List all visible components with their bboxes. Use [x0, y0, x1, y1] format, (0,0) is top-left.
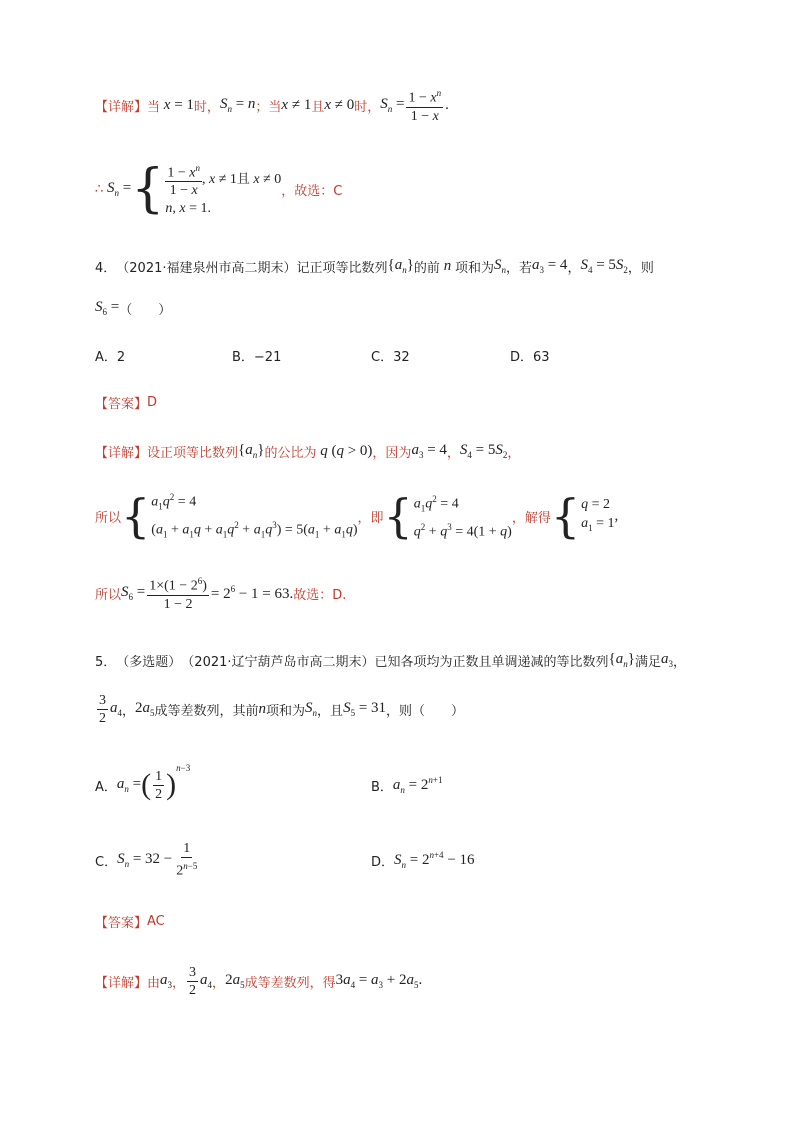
q4-stem-line-2	[95, 296, 171, 320]
math-s4: $S_4 = 5S_2$	[580, 257, 628, 275]
math-seq-an: $\{a_n\}$	[387, 257, 414, 275]
text: 且	[311, 99, 325, 115]
question-source: （2021·福建泉州市高二期末）	[116, 260, 297, 276]
text: ，	[507, 445, 521, 461]
math-x-neq-0: x ≠ 0	[324, 96, 355, 113]
q5-stem-line-1: 5． （多选题） （2021·辽宁葫芦岛市高二期末） 已知各项均为正数且单调递减的等比数列 $\{a_n\}$ 满足 $a_3$ ，	[95, 651, 686, 670]
text: ，	[672, 654, 686, 670]
text: 时，	[354, 99, 381, 115]
question-source: （2021·辽宁葫芦岛市高二期末）	[181, 654, 375, 670]
piecewise-system: $\frac{1 - x^n}{1 - x}$ , x ≠ 1且 x ≠ 0 n, x = 1.	[165, 160, 281, 219]
math-sn: $S_n$	[493, 257, 506, 275]
text: ；当	[255, 99, 282, 115]
q4-option-d[interactable]: D．63	[510, 350, 550, 365]
math-x-eq-1: x = 1	[163, 96, 194, 113]
answer-value: D	[147, 394, 158, 410]
fraction: $\frac{1\times(1 - 2^6)}{1 - 2}$	[147, 573, 209, 613]
text: ，且	[317, 703, 344, 719]
text: （ ）	[119, 302, 172, 318]
answer-label: 【答案】	[95, 396, 148, 412]
text: 项和为	[454, 260, 494, 276]
q4-stem-line-1: 4． （2021·福建泉州市高二期末） 记正项等比数列 $\{a_n\}$ 的前 n 项和为 $S_n$ ，若 $a_3 = 4$ ， $S_4 = 5S_2$ ，则	[95, 257, 654, 276]
math-s6: $S_6$ =	[95, 299, 120, 317]
q5-option-b[interactable]: B． $a_n = 2^{n+1}$	[371, 775, 443, 795]
math-a3: $a_3 = 4$	[531, 257, 568, 275]
q4-detail-line-3: 所以 $S_6$ = $\frac{1\times(1 - 2^6)}{1 - 2}$ = $2^6 - 1 = 63$. 故选：D.	[95, 568, 346, 618]
q5-option-d[interactable]: D． $S_n = 2^{n+4} - 16$	[371, 850, 475, 870]
system-3: q = 2 $a_1 = 1$	[581, 496, 615, 533]
question-number: 5．	[95, 654, 117, 670]
text: ，若	[505, 260, 532, 276]
q5-option-a[interactable]: A． $a_n$ = ( $\frac{1}{2}$ ) n−3	[95, 763, 191, 802]
answer-label: 【答案】	[95, 915, 148, 931]
text: 成等差数列，得	[244, 975, 336, 991]
text: ，则（ ）	[386, 703, 465, 719]
q4-answer-line	[95, 392, 157, 412]
text: ，	[172, 975, 186, 991]
q5-stem-line-2: $\frac{3}{2}$ $a_4$ ， $2a_5$ 成等差数列，其前 n 项和为 $S_n$ ，且 $S_5 = 31$ ，则（ ）	[99, 692, 465, 726]
text: 成等差数列，其前	[154, 703, 259, 719]
text: ，故选：C	[281, 183, 343, 199]
text: 所以	[95, 587, 122, 603]
text: ，	[122, 703, 136, 719]
text: ，即	[357, 510, 384, 526]
text: 所以	[95, 510, 122, 526]
text: 时，	[193, 99, 220, 115]
text: 设正项等比数列	[147, 445, 239, 461]
q4-detail-line-2: 所以 { $a_1q^2 = 4$ $(a_1 + a_1q + a_1q^2 + a_1q^3) = 5(a_1 + a_1q)$ ，即 { $a_1q^2 = 4$ $q^2 + q^3 = 4(1 + q)$ ，解得 { q = 2 $a_1 = 1$ ,	[95, 489, 619, 543]
q4-detail-line-1: 【详解】 设正项等比数列 $\{a_n\}$ 的公比为 q (q > 0) ，因为 $a_3 = 4$ ， $S_4 = 5S_2$ ，	[95, 442, 521, 461]
system-1: $a_1q^2 = 4$ $(a_1 + a_1q + a_1q^2 + a_1q^3) = 5(a_1 + a_1q)$	[151, 491, 358, 540]
text: ，	[212, 975, 226, 991]
text: 满足	[634, 654, 661, 670]
text: ，	[446, 445, 460, 461]
text: 已知各项均为正数且单调递减的等比数列	[374, 654, 609, 670]
q4-option-b[interactable]: B．−21	[232, 350, 282, 365]
text: 记正项等比数列	[296, 260, 388, 276]
text: ，则	[627, 260, 654, 276]
text: ，	[567, 260, 581, 276]
text: 由	[147, 975, 161, 991]
question-number: 4．	[95, 260, 117, 276]
text: ，因为	[372, 445, 412, 461]
math-sn: $S_n$ =	[107, 180, 132, 198]
q5-detail-line-1: 【详解】 由 $a_3$ ， $\frac{3}{2}$ $a_4$ ， $2a_5$ 成等差数列，得 $3a_4 = a_3 + 2a_5$.	[95, 964, 423, 998]
math-sn-eq-n: $S_n = n$	[219, 96, 256, 114]
q4-option-a[interactable]: A．2	[95, 350, 126, 365]
therefore-symbol: ∴	[95, 181, 104, 197]
detail-line-1: 【详解】 当 x = 1 时， $S_n = n$ ；当 x ≠ 1 且 x ≠ 0 时， $S_n$ = $\frac{1 - x^n}{1 - x}$ .	[95, 88, 449, 122]
question-tag: （多选题）	[116, 654, 182, 670]
math-sn-frac: $S_n$ =	[380, 96, 405, 114]
text: 的公比为	[264, 445, 317, 461]
detail-label: 【详解】	[95, 99, 148, 115]
q4-option-c[interactable]: C．32	[371, 350, 410, 365]
text: 的前	[413, 260, 440, 276]
text: 故选：D.	[293, 587, 347, 603]
text: 项和为	[266, 703, 306, 719]
text: 当	[147, 99, 161, 115]
detail-label: 【详解】	[95, 975, 148, 991]
q5-option-c[interactable]: C． $S_n = 32$ − $\frac{1}{2^{n-5}}$	[95, 841, 198, 879]
system-2: $a_1q^2 = 4$ $q^2 + q^3 = 4(1 + q)$	[413, 493, 512, 541]
q5-answer-line	[95, 911, 165, 931]
detail-label: 【详解】	[95, 445, 148, 461]
answer-value: AC	[147, 913, 165, 929]
text: ，解得	[511, 510, 551, 526]
math-x-neq-1: x ≠ 1	[281, 96, 312, 113]
fraction: $\frac{1 - x^n}{1 - x}$	[406, 85, 443, 125]
detail-line-2: ∴ $S_n$ = { $\frac{1 - x^n}{1 - x}$ , x ≠ 1且 x ≠ 0 n, x = 1. ，故选：C	[95, 159, 343, 219]
